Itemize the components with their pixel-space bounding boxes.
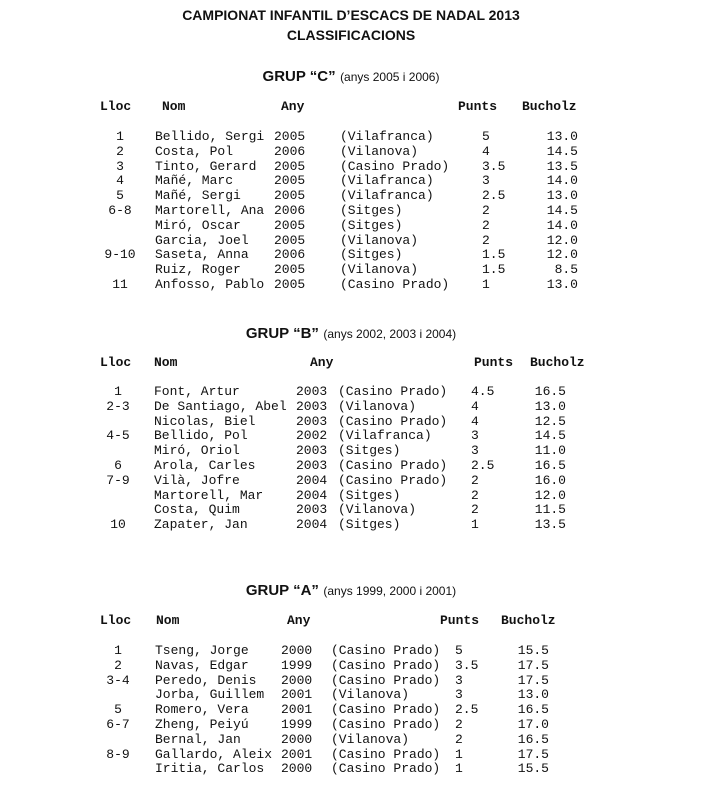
bucholz-cell: 14.0	[546, 173, 578, 189]
club-name: (Sitges)	[338, 517, 401, 533]
bucholz-cell: 14.5	[534, 428, 566, 444]
rank-cell: 3-4	[106, 672, 130, 688]
bucholz-cell: 11.0	[534, 443, 566, 459]
group-years: (anys 1999, 2000 i 2001)	[323, 584, 457, 598]
club-name: (Vilanova)	[340, 232, 419, 248]
club-name: (Casino Prado)	[331, 657, 441, 673]
club-name: (Casino Prado)	[331, 643, 441, 658]
points-cell: 3	[471, 428, 479, 444]
bucholz-cell: 13.0	[534, 398, 566, 414]
player-name: Bernal, Jan	[155, 731, 241, 747]
points-cell: 4	[482, 143, 490, 159]
points-cell: 4.5	[471, 384, 495, 399]
birth-year: 2000	[281, 731, 313, 747]
bucholz-cell: 16.5	[517, 731, 549, 747]
player-name: Iritia, Carlos	[155, 761, 265, 777]
group-name: GRUP “B”	[245, 325, 319, 342]
birth-year: 2006	[274, 203, 306, 218]
club-name: (Vilanova)	[340, 262, 419, 278]
player-name: Jorba, Guillem	[155, 687, 265, 703]
points-cell: 1.5	[482, 262, 506, 278]
group-title	[0, 68, 702, 86]
group-name: GRUP “A”	[245, 582, 319, 599]
player-name: Garcia, Joel	[155, 232, 249, 248]
birth-year: 2005	[274, 262, 306, 278]
header-any: Any	[287, 613, 311, 628]
rank-cell: 10	[110, 517, 126, 533]
birth-year: 2000	[281, 761, 313, 777]
bucholz-cell: 16.0	[534, 472, 566, 488]
page-subtitle: CLASSIFICACIONS	[286, 27, 416, 43]
bucholz-cell: 13.5	[534, 517, 566, 533]
points-cell: 2	[482, 232, 490, 248]
header-punts: Punts	[440, 613, 480, 628]
club-name: (Vilanova)	[338, 398, 417, 414]
points-cell: 2	[455, 731, 463, 747]
player-name: Martorell, Ana	[155, 203, 265, 218]
birth-year: 2004	[296, 487, 328, 503]
header-any: Any	[281, 99, 305, 114]
rank-cell: 1	[114, 384, 122, 399]
birth-year: 2003	[296, 443, 328, 459]
birth-year: 2000	[281, 672, 313, 688]
points-cell: 3	[455, 672, 463, 688]
header-punts: Punts	[474, 355, 514, 370]
club-name: (Sitges)	[340, 217, 403, 233]
birth-year: 2002	[296, 428, 328, 444]
rank-cell: 3	[116, 158, 124, 174]
group-title	[0, 582, 702, 600]
bucholz-cell: 17.5	[517, 672, 549, 688]
birth-year: 2003	[296, 398, 328, 414]
club-name: (Vilanova)	[338, 502, 417, 518]
player-name: De Santiago, Abel	[154, 398, 287, 414]
club-name: (Casino Prado)	[338, 384, 448, 399]
rank-cell: 6-8	[108, 203, 132, 218]
bucholz-cell: 13.0	[546, 188, 578, 204]
club-name: (Vilafranca)	[340, 129, 434, 144]
header-lloc: Lloc	[100, 613, 132, 628]
header-any: Any	[310, 355, 334, 370]
points-cell: 3	[455, 687, 463, 703]
club-name: (Sitges)	[338, 443, 401, 459]
bucholz-cell: 13.0	[546, 129, 578, 144]
club-name: (Casino Prado)	[331, 672, 441, 688]
header-bucholz: Bucholz	[522, 99, 577, 114]
player-name: Mañé, Sergi	[155, 188, 241, 204]
club-name: (Casino Prado)	[340, 277, 450, 292]
birth-year: 2006	[274, 143, 306, 159]
rank-cell: 2	[116, 143, 124, 159]
points-cell: 1	[455, 761, 463, 777]
rank-cell: 11	[112, 277, 128, 292]
player-name: Anfosso, Pablo	[155, 277, 265, 292]
club-name: (Casino Prado)	[331, 746, 441, 762]
bucholz-cell: 16.5	[517, 702, 549, 718]
header-bucholz: Bucholz	[530, 355, 585, 370]
header-bucholz: Bucholz	[501, 613, 556, 628]
birth-year: 2004	[296, 472, 328, 488]
player-name: Zapater, Jan	[154, 517, 248, 533]
club-name: (Vilanova)	[340, 143, 419, 159]
player-name: Costa, Quim	[154, 502, 240, 518]
group-name: GRUP “C”	[262, 68, 336, 85]
club-name: (Casino Prado)	[338, 458, 448, 473]
club-name: (Casino Prado)	[331, 761, 441, 777]
club-name: (Casino Prado)	[340, 158, 450, 174]
birth-year: 2003	[296, 502, 328, 518]
bucholz-cell: 14.5	[546, 143, 578, 159]
rank-cell: 5	[116, 188, 124, 204]
points-cell: 2	[471, 502, 479, 518]
club-name: (Vilanova)	[331, 731, 410, 747]
birth-year: 2003	[296, 413, 328, 429]
bucholz-cell: 12.5	[534, 413, 566, 429]
player-name: Ruiz, Roger	[155, 262, 241, 278]
birth-year: 2005	[274, 173, 306, 189]
bucholz-cell: 14.0	[546, 217, 578, 233]
player-name: Miró, Oriol	[154, 443, 240, 459]
bucholz-cell: 12.0	[534, 487, 566, 503]
player-name: Font, Artur	[154, 384, 240, 399]
rank-cell: 4-5	[106, 428, 130, 444]
points-cell: 3.5	[455, 657, 479, 673]
player-name: Vilà, Jofre	[154, 472, 240, 488]
rank-cell: 5	[114, 702, 122, 718]
rank-cell: 2-3	[106, 398, 130, 414]
player-name: Mañé, Marc	[155, 173, 234, 189]
birth-year: 2006	[274, 247, 306, 263]
header-lloc: Lloc	[100, 99, 132, 114]
points-cell: 3	[482, 173, 490, 189]
birth-year: 2001	[281, 746, 313, 762]
rank-cell: 1	[114, 643, 122, 658]
group-title	[0, 325, 702, 343]
bucholz-cell: 17.5	[517, 657, 549, 673]
club-name: (Sitges)	[338, 487, 401, 503]
player-name: Costa, Pol	[155, 143, 234, 159]
player-name: Bellido, Pol	[154, 428, 248, 444]
rank-cell: 8-9	[106, 746, 130, 762]
bucholz-cell: 17.0	[517, 717, 549, 732]
player-name: Navas, Edgar	[155, 657, 249, 673]
rank-cell: 7-9	[106, 472, 130, 488]
birth-year: 2005	[274, 158, 306, 174]
club-name: (Casino Prado)	[338, 413, 448, 429]
bucholz-cell: 11.5	[534, 502, 566, 518]
player-name: Saseta, Anna	[155, 247, 249, 263]
birth-year: 2001	[281, 687, 313, 703]
player-name: Miró, Oscar	[155, 217, 241, 233]
points-cell: 1	[455, 746, 463, 762]
points-cell: 1	[482, 277, 490, 292]
club-name: (Sitges)	[340, 203, 403, 218]
points-cell: 3	[471, 443, 479, 459]
player-name: Zheng, Peiyú	[155, 717, 249, 732]
points-cell: 4	[471, 413, 479, 429]
bucholz-cell: 15.5	[517, 643, 549, 658]
points-cell: 2	[471, 472, 479, 488]
player-name: Nicolas, Biel	[154, 413, 256, 429]
group-years: (anys 2005 i 2006)	[340, 70, 440, 84]
club-name: (Vilafranca)	[340, 173, 434, 189]
header-punts: Punts	[458, 99, 498, 114]
bucholz-cell: 15.5	[517, 761, 549, 777]
club-name: (Vilafranca)	[338, 428, 432, 444]
points-cell: 2	[482, 217, 490, 233]
rank-cell: 1	[116, 129, 124, 144]
club-name: (Casino Prado)	[338, 472, 448, 488]
bucholz-cell: 12.0	[546, 232, 578, 248]
player-name: Romero, Vera	[155, 702, 249, 718]
bucholz-cell: 13.0	[517, 687, 549, 703]
bucholz-cell: 16.5	[534, 384, 566, 399]
points-cell: 3.5	[482, 158, 506, 174]
bucholz-cell: 16.5	[534, 458, 566, 473]
player-name: Bellido, Sergi	[155, 129, 265, 144]
birth-year: 2005	[274, 129, 306, 144]
bucholz-cell: 13.0	[546, 277, 578, 292]
birth-year: 1999	[281, 657, 313, 673]
birth-year: 2004	[296, 517, 328, 533]
club-name: (Vilanova)	[331, 687, 410, 703]
points-cell: 5	[455, 643, 463, 658]
group-years: (anys 2002, 2003 i 2004)	[323, 327, 457, 341]
birth-year: 2005	[274, 232, 306, 248]
player-name: Martorell, Mar	[154, 487, 264, 503]
header-nom: Nom	[162, 99, 186, 114]
player-name: Tinto, Gerard	[155, 158, 257, 174]
rank-cell: 4	[116, 173, 124, 189]
header-lloc: Lloc	[100, 355, 132, 370]
points-cell: 2	[471, 487, 479, 503]
bucholz-cell: 17.5	[517, 746, 549, 762]
rank-cell: 6-7	[106, 717, 130, 732]
points-cell: 1.5	[482, 247, 506, 263]
points-cell: 5	[482, 129, 490, 144]
points-cell: 4	[471, 398, 479, 414]
player-name: Peredo, Denis	[155, 672, 257, 688]
club-name: (Sitges)	[340, 247, 403, 263]
birth-year: 1999	[281, 717, 313, 732]
rank-cell: 6	[114, 458, 122, 473]
birth-year: 2001	[281, 702, 313, 718]
birth-year: 2003	[296, 458, 328, 473]
club-name: (Casino Prado)	[331, 702, 441, 718]
birth-year: 2005	[274, 217, 306, 233]
birth-year: 2005	[274, 188, 306, 204]
player-name: Gallardo, Aleix	[155, 746, 273, 762]
club-name: (Vilafranca)	[340, 188, 434, 204]
points-cell: 2	[482, 203, 490, 218]
bucholz-cell: 12.0	[546, 247, 578, 263]
points-cell: 2.5	[471, 458, 495, 473]
points-cell: 1	[471, 517, 479, 533]
rank-cell: 9-10	[104, 247, 136, 263]
header-nom: Nom	[154, 355, 178, 370]
points-cell: 2.5	[482, 188, 506, 204]
club-name: (Casino Prado)	[331, 717, 441, 732]
birth-year: 2000	[281, 643, 313, 658]
header-nom: Nom	[156, 613, 180, 628]
player-name: Tseng, Jorge	[155, 643, 249, 658]
points-cell: 2.5	[455, 702, 479, 718]
rank-cell: 2	[114, 657, 122, 673]
bucholz-cell: 8.5	[554, 262, 578, 278]
birth-year: 2003	[296, 384, 328, 399]
birth-year: 2005	[274, 277, 306, 292]
page-title: CAMPIONAT INFANTIL D’ESCACS DE NADAL 2013	[182, 7, 520, 23]
bucholz-cell: 13.5	[546, 158, 578, 174]
player-name: Arola, Carles	[154, 458, 256, 473]
points-cell: 2	[455, 717, 463, 732]
bucholz-cell: 14.5	[546, 203, 578, 218]
